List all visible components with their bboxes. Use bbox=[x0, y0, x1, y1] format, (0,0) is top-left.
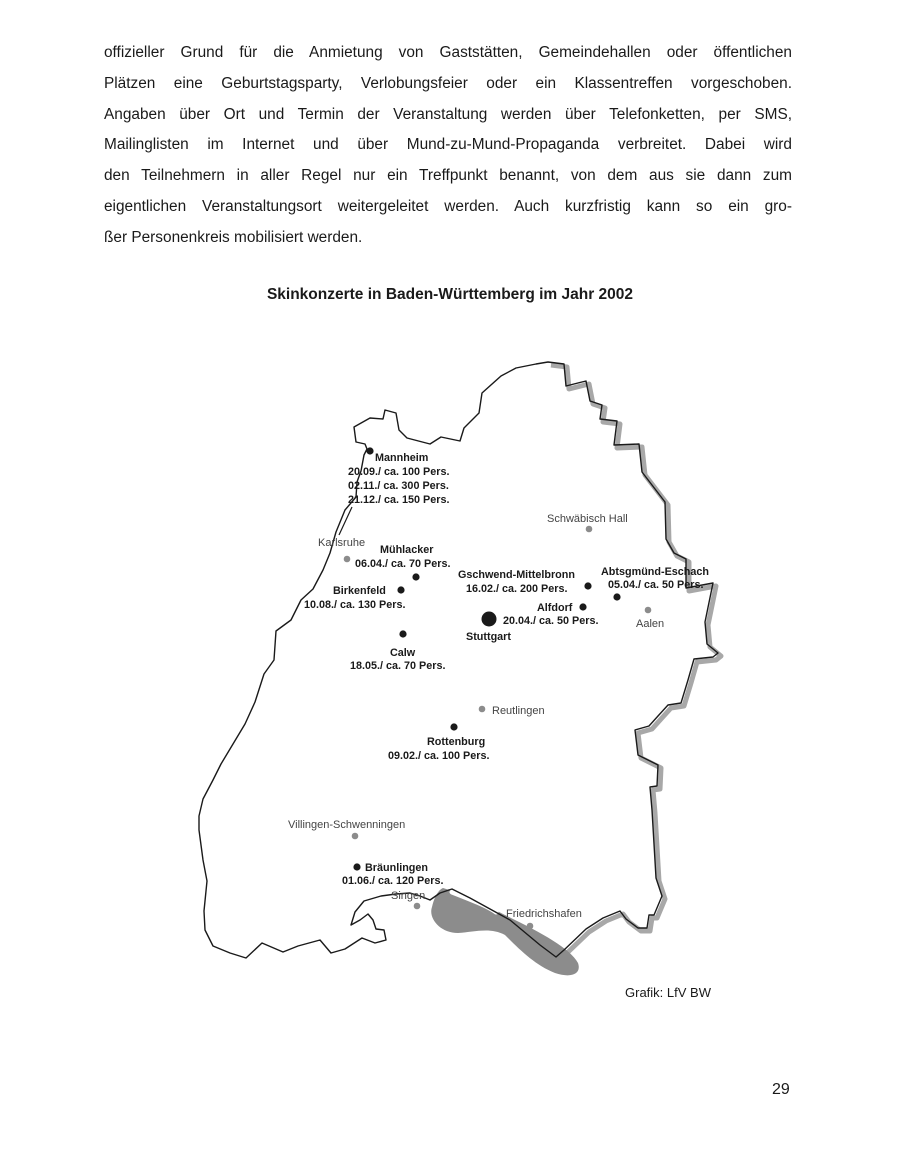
concert-marker-calw bbox=[399, 630, 406, 637]
reference-label-karlsruhe: Karlsruhe bbox=[318, 537, 366, 549]
paragraph-line: Angaben über Ort und Termin der Veranstaltung werden über Telefonketten, per SMS, bbox=[104, 105, 792, 123]
concert-label-braeunlingen: Bräunlingen bbox=[365, 862, 428, 874]
concert-event-rottenburg: 09.02./ ca. 100 Pers. bbox=[388, 750, 490, 762]
concert-event-muehlacker: 06.04./ ca. 70 Pers. bbox=[355, 558, 451, 570]
reference-label-friedrichshafen: Friedrichshafen bbox=[506, 908, 582, 920]
paragraph-line: Plätzen eine Geburtstagsparty, Verlobungsfeier oder ein Klassentreffen vorgeschoben. bbox=[104, 74, 792, 92]
concert-markers bbox=[353, 447, 620, 870]
concert-marker-braeunlingen bbox=[353, 863, 360, 870]
reference-label-aalen: Aalen bbox=[636, 618, 665, 630]
concert-event-gschwend-mittelbronn: 16.02./ ca. 200 Pers. bbox=[466, 583, 568, 595]
reference-marker-friedrichshafen bbox=[527, 923, 534, 930]
concert-marker-birkenfeld bbox=[397, 586, 404, 593]
lake-constance bbox=[431, 888, 579, 975]
paragraph-line: Mailinglisten im Internet und über Mund-zu-Mund-Propaganda verbreitet. Dabei wird bbox=[104, 136, 792, 154]
reference-marker-schwaebisch-hall bbox=[586, 526, 593, 533]
concert-label-gschwend-mittelbronn: Gschwend-Mittelbronn bbox=[458, 569, 575, 581]
concert-event-alfdorf: 20.04./ ca. 50 Pers. bbox=[503, 615, 599, 627]
capital-label-stuttgart: Stuttgart bbox=[466, 631, 511, 643]
reference-label-villingen-schwenningen: Villingen-Schwenningen bbox=[288, 819, 406, 831]
concert-label-alfdorf: Alfdorf bbox=[537, 602, 573, 614]
concert-label-birkenfeld: Birkenfeld bbox=[333, 585, 386, 597]
concert-label-rottenburg: Rottenburg bbox=[427, 736, 486, 748]
figure-title: Skinkonzerte in Baden-Württemberg im Jahr 2002 bbox=[266, 286, 634, 303]
concert-marker-alfdorf bbox=[579, 603, 586, 610]
paragraph-line: offizieller Grund für die Anmietung von Gaststätten, Gemeindehallen oder öffentlichen bbox=[104, 44, 792, 61]
concert-event-mannheim-1: 20.09./ ca. 100 Pers. bbox=[348, 466, 450, 478]
concert-label-calw: Calw bbox=[390, 647, 416, 659]
concert-event-abtsgmuend-eschach: 05.04./ ca. 50 Pers. bbox=[608, 579, 704, 591]
reference-marker-villingen-schwenningen bbox=[352, 833, 359, 840]
page-number: 29 bbox=[772, 1081, 790, 1098]
concert-marker-gschwend-mittelbronn bbox=[584, 582, 591, 589]
paragraph-line: den Teilnehmern in aller Regel nur ein Treffpunkt benannt, von dem aus sie dann zum bbox=[104, 167, 792, 185]
state-border bbox=[199, 362, 718, 958]
capital-marker-stuttgart bbox=[482, 612, 497, 627]
concert-marker-mannheim bbox=[366, 447, 373, 454]
reference-marker-singen bbox=[414, 903, 421, 910]
concert-event-birkenfeld: 10.08./ ca. 130 Pers. bbox=[304, 599, 406, 611]
concert-marker-muehlacker bbox=[412, 573, 419, 580]
paragraph-line: ßer Personenkreis mobilisiert werden. bbox=[104, 228, 363, 246]
reference-marker-reutlingen bbox=[479, 706, 486, 713]
concert-label-mannheim: Mannheim bbox=[375, 452, 429, 464]
reference-label-schwaebisch-hall: Schwäbisch Hall bbox=[547, 513, 628, 525]
concert-label-muehlacker: Mühlacker bbox=[380, 544, 434, 556]
concert-label-abtsgmuend-eschach: Abtsgmünd-Eschach bbox=[601, 566, 709, 578]
figure-credit: Grafik: LfV BW bbox=[625, 985, 711, 1000]
paragraph-line: eigentlichen Veranstaltungsort weitergeleitet werden. Auch kurzfristig kann so ein gro- bbox=[104, 197, 792, 215]
concert-event-mannheim-3: 21.12./ ca. 150 Pers. bbox=[348, 494, 450, 506]
reference-label-reutlingen: Reutlingen bbox=[492, 705, 545, 717]
reference-label-singen: Singen bbox=[391, 890, 426, 902]
concert-marker-abtsgmuend-eschach bbox=[613, 593, 620, 600]
reference-marker-aalen bbox=[645, 607, 652, 614]
concert-event-braeunlingen: 01.06./ ca. 120 Pers. bbox=[342, 875, 444, 887]
concert-event-calw: 18.05./ ca. 70 Pers. bbox=[350, 660, 446, 672]
concert-event-mannheim-2: 02.11./ ca. 300 Pers. bbox=[348, 480, 449, 492]
reference-marker-karlsruhe bbox=[344, 556, 351, 563]
concert-marker-rottenburg bbox=[450, 723, 457, 730]
